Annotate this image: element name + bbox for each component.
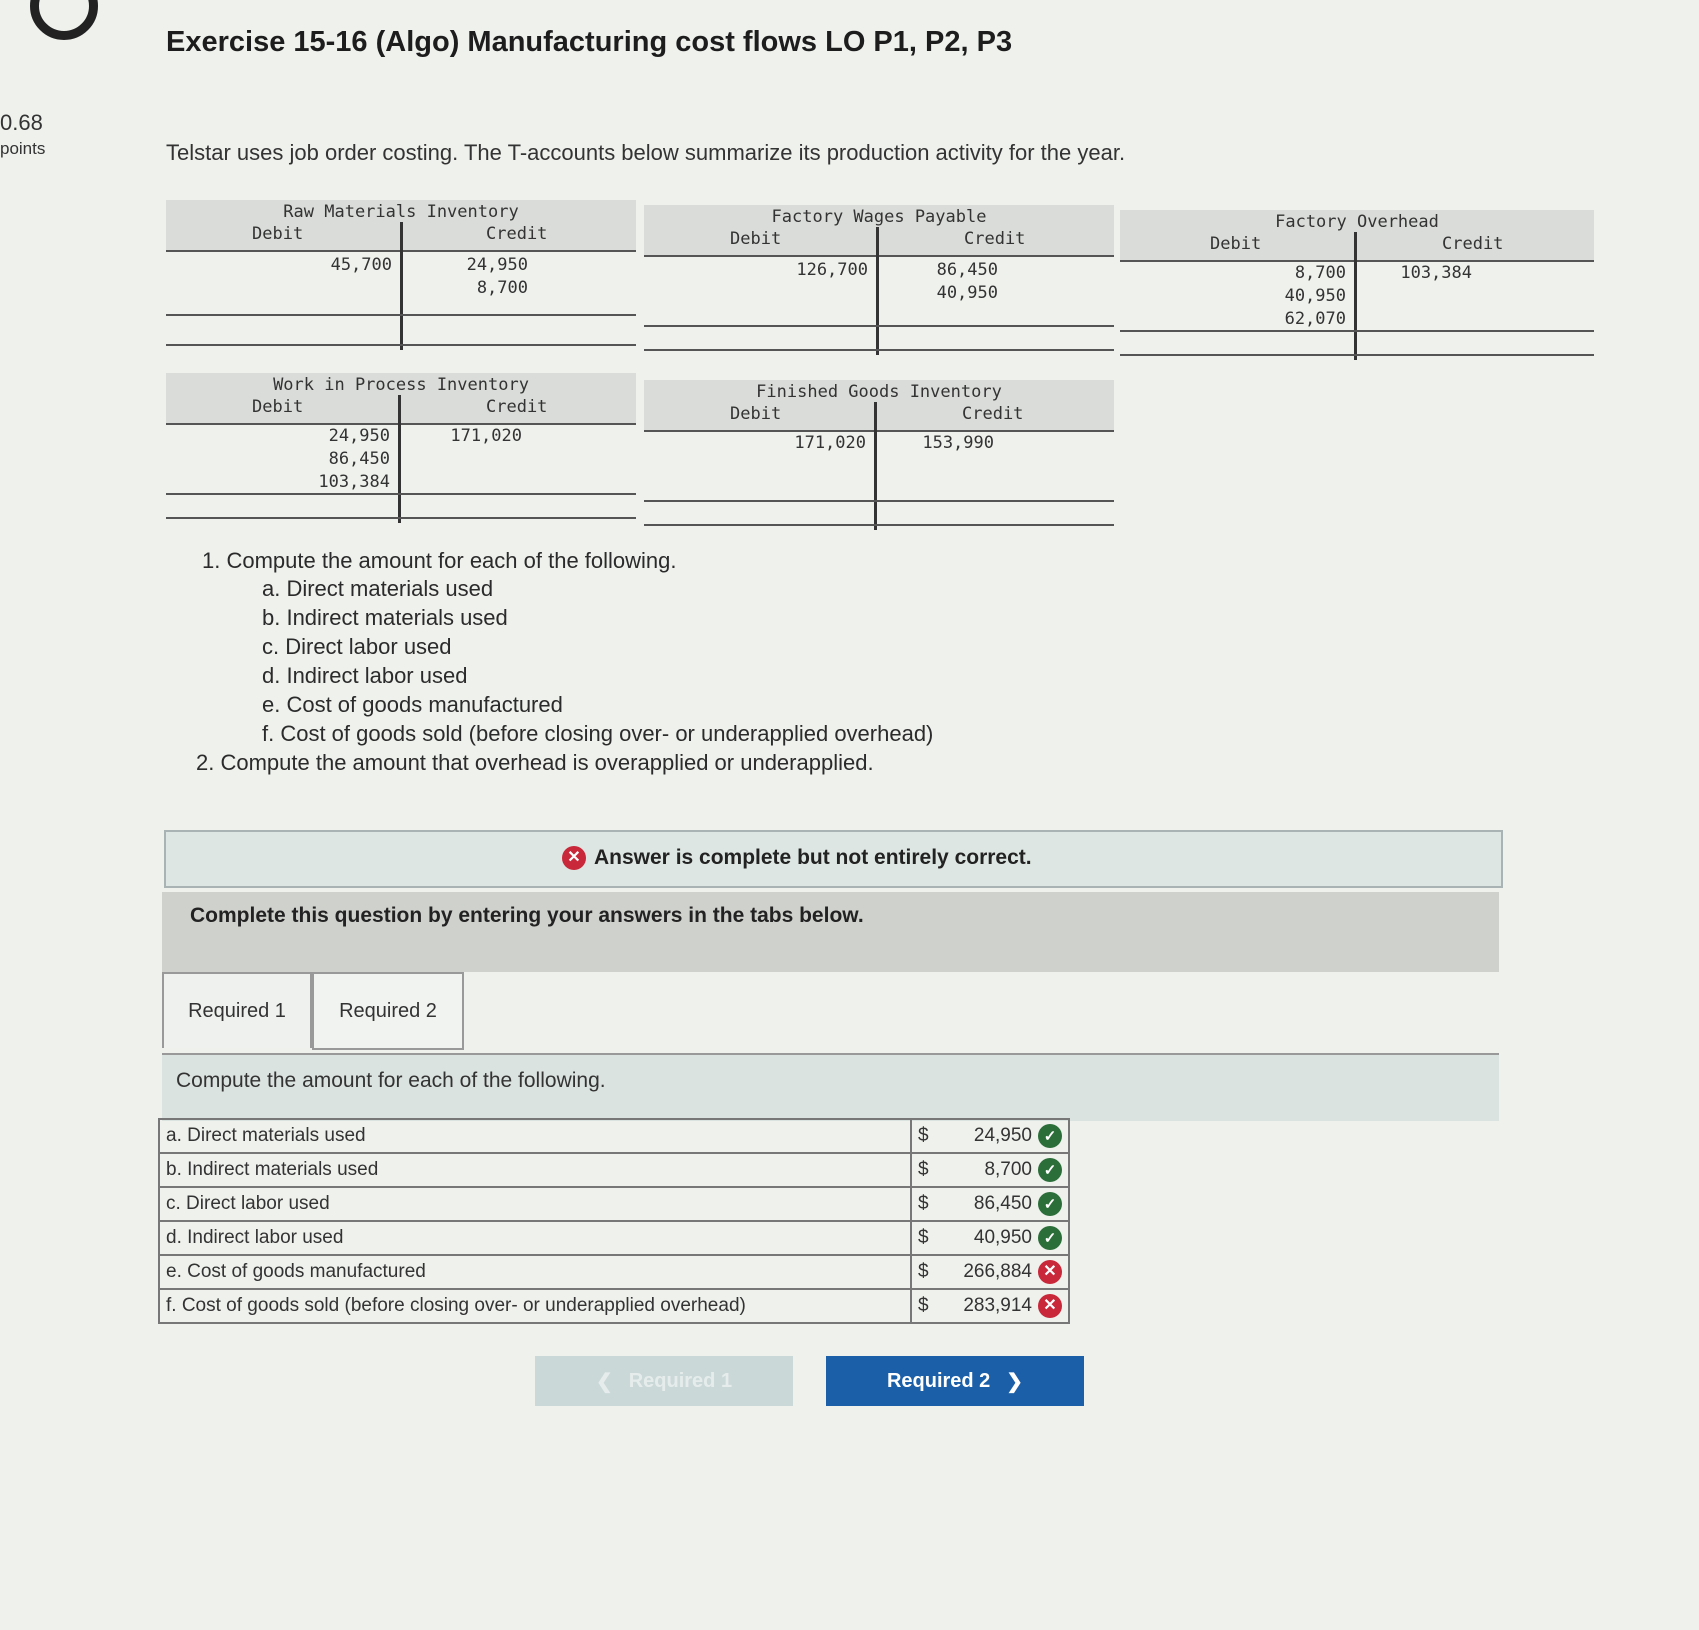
credit-entry: 153,990 [922, 433, 994, 453]
answer-status-banner [164, 830, 1503, 888]
next-button-label: Required 2 [886, 1369, 991, 1392]
amount-cell[interactable] [911, 1153, 1069, 1187]
instruction-text: Complete this question by entering your answers in the tabs below. [190, 904, 864, 927]
tab-required-1[interactable]: Required 1 [162, 972, 312, 1048]
row-label: e. Cost of goods manufactured [159, 1255, 911, 1289]
question-1e: e. Cost of goods manufactured [262, 692, 563, 717]
debit-entry: 8,700 [1294, 263, 1346, 283]
table-row [159, 1187, 1069, 1221]
panel-instruction: Compute the amount for each of the following. [176, 1069, 606, 1092]
credit-entry: 171,020 [450, 426, 522, 446]
amount-value: 40,950 [973, 1227, 1032, 1248]
check-icon: ✓ [1038, 1226, 1062, 1250]
table-row [159, 1153, 1069, 1187]
amount-value: 86,450 [973, 1193, 1032, 1214]
debit-label: Debit [252, 397, 304, 417]
question-1a: a. Direct materials used [262, 576, 494, 601]
prev-required-button[interactable] [535, 1356, 793, 1406]
credit-entry: 103,384 [1400, 263, 1472, 283]
chevron-left-icon: ❮ [595, 1370, 613, 1393]
row-label: a. Direct materials used [159, 1119, 911, 1153]
table-row [159, 1255, 1069, 1289]
amount-value: 24,950 [973, 1125, 1032, 1146]
debit-column [166, 425, 390, 494]
credit-column [884, 432, 994, 455]
points-label: points [0, 139, 46, 158]
debit-entry: 103,384 [318, 472, 390, 492]
check-icon: ✓ [1038, 1124, 1062, 1148]
tab-panel-header [162, 1055, 1499, 1121]
currency-symbol: $ [917, 1261, 929, 1282]
debit-entry: 45,700 [330, 255, 392, 275]
question-1: 1. Compute the amount for each of the following. [202, 548, 677, 573]
credit-column [406, 425, 522, 448]
debit-entry: 40,950 [1284, 286, 1346, 306]
credit-label: Credit [964, 229, 1026, 249]
t-account-title: Raw Materials Inventory [283, 202, 519, 222]
check-icon: ✓ [1038, 1158, 1062, 1182]
credit-label: Credit [962, 404, 1024, 424]
amount-cell[interactable] [911, 1255, 1069, 1289]
amount-cell[interactable] [911, 1289, 1069, 1323]
t-account-factory-wages [644, 205, 1114, 355]
debit-entry: 126,700 [796, 260, 868, 280]
credit-entry: 40,950 [936, 283, 998, 303]
table-row [159, 1119, 1069, 1153]
row-label: f. Cost of goods sold (before closing over- or underapplied overhead) [159, 1289, 911, 1323]
debit-column [644, 432, 866, 455]
error-x-icon: ✕ [1038, 1294, 1062, 1318]
tab-required-2[interactable]: Required 2 [312, 972, 464, 1050]
currency-symbol: $ [917, 1227, 929, 1248]
credit-column [884, 259, 998, 305]
points-value: 0.68 [0, 110, 43, 135]
points-indicator [0, 110, 45, 162]
amount-cell[interactable] [911, 1187, 1069, 1221]
debit-entry: 86,450 [328, 449, 390, 469]
question-1f: f. Cost of goods sold (before closing over- or underapplied overhead) [262, 721, 934, 746]
answer-table [158, 1118, 1070, 1324]
t-account-title: Finished Goods Inventory [756, 382, 1002, 402]
credit-entry: 8,700 [476, 278, 528, 298]
table-row [159, 1289, 1069, 1323]
table-row [159, 1221, 1069, 1255]
row-label: c. Direct labor used [159, 1187, 911, 1221]
debit-label: Debit [1210, 234, 1262, 254]
t-account-raw-materials [166, 200, 636, 350]
debit-column [166, 254, 392, 277]
amount-value: 283,914 [963, 1295, 1032, 1316]
instruction-box [162, 892, 1499, 972]
question-1b: b. Indirect materials used [262, 605, 508, 630]
t-account-title: Factory Overhead [1275, 212, 1439, 232]
credit-entry: 86,450 [936, 260, 998, 280]
question-2: 2. Compute the amount that overhead is overapplied or underapplied. [196, 750, 874, 775]
debit-entry: 24,950 [328, 426, 390, 446]
intro-text: Telstar uses job order costing. The T-accounts below summarize its production activity for the year. [166, 140, 1126, 165]
debit-label: Debit [730, 404, 782, 424]
currency-symbol: $ [917, 1193, 929, 1214]
error-x-icon: ✕ [1038, 1260, 1062, 1284]
credit-label: Credit [486, 397, 548, 417]
debit-label: Debit [730, 229, 782, 249]
chevron-right-icon: ❯ [1006, 1370, 1024, 1393]
question-1c: c. Direct labor used [262, 634, 452, 659]
check-icon: ✓ [1038, 1192, 1062, 1216]
debit-label: Debit [252, 224, 304, 244]
t-account-finished-goods [644, 380, 1114, 530]
credit-column [1360, 262, 1472, 285]
t-account-work-in-process [166, 373, 636, 523]
prev-button-label: Required 1 [628, 1369, 733, 1392]
currency-symbol: $ [917, 1125, 929, 1146]
currency-symbol: $ [917, 1295, 929, 1316]
progress-ring-icon [30, 0, 98, 40]
error-x-icon: ✕ [562, 846, 586, 870]
t-account-title: Work in Process Inventory [273, 375, 529, 395]
amount-cell[interactable] [911, 1221, 1069, 1255]
t-account-title: Factory Wages Payable [771, 207, 987, 227]
debit-column [644, 259, 868, 282]
debit-column [1120, 262, 1346, 331]
row-label: b. Indirect materials used [159, 1153, 911, 1187]
amount-cell[interactable] [911, 1119, 1069, 1153]
amount-value: 8,700 [984, 1159, 1032, 1180]
answer-status-text: Answer is complete but not entirely correct. [594, 846, 1032, 869]
credit-column [406, 254, 528, 300]
amount-value: 266,884 [963, 1261, 1032, 1282]
question-1d: d. Indirect labor used [262, 663, 468, 688]
row-label: d. Indirect labor used [159, 1221, 911, 1255]
exercise-title: Exercise 15-16 (Algo) Manufacturing cost flows LO P1, P2, P3 [166, 26, 1013, 58]
t-account-factory-overhead [1120, 210, 1594, 360]
currency-symbol: $ [917, 1159, 929, 1180]
credit-label: Credit [1442, 234, 1504, 254]
debit-entry: 62,070 [1284, 309, 1346, 329]
next-required-button[interactable] [826, 1356, 1084, 1406]
credit-label: Credit [486, 224, 548, 244]
credit-entry: 24,950 [466, 255, 528, 275]
debit-entry: 171,020 [794, 433, 866, 453]
